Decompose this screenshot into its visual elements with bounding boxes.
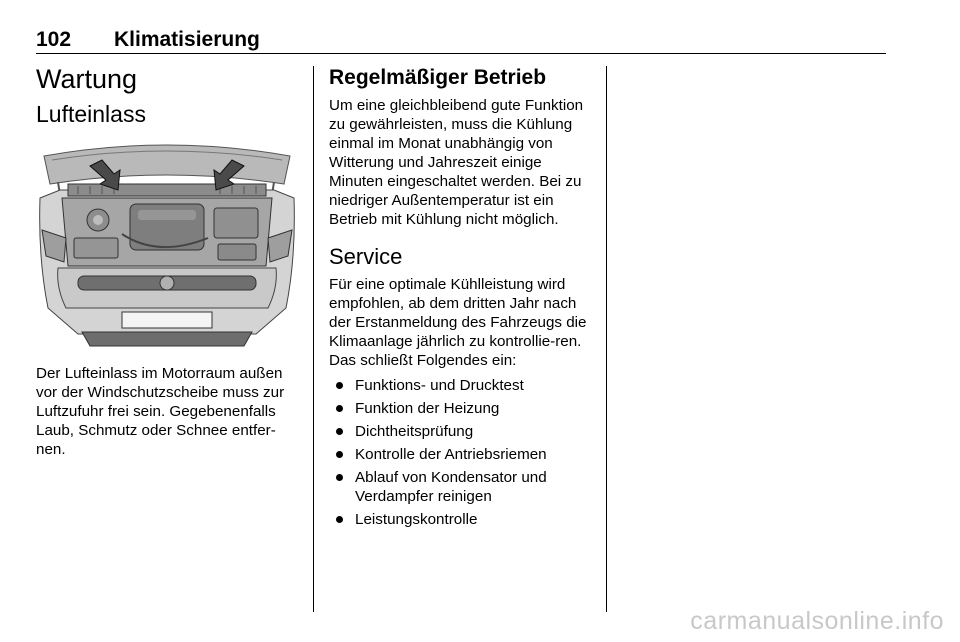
- bullet-icon: [336, 516, 343, 523]
- list-item: Funktion der Heizung: [329, 399, 594, 418]
- left-column: [36, 64, 301, 127]
- service-title: Service: [329, 244, 403, 269]
- column-divider-left: [313, 66, 314, 612]
- middle-column: [329, 66, 594, 533]
- column-divider-right: [606, 66, 607, 612]
- engine-bay-illustration: [38, 138, 296, 350]
- list-item: Dichtheitsprüfung: [329, 422, 594, 441]
- regular-operation-text: Um eine gleichbleibend gute Funktion zu gewährleisten, muss die Kühlung einmal im Monat unabhängig von Witterung und Jahreszeit einige Minuten eingeschaltet werden. Bei zu niedriger Außentemperatur ist ein Betrieb mit Kühlung nicht möglich.: [329, 97, 584, 228]
- section-title: Wartung: [36, 64, 138, 94]
- bullet-icon: [336, 451, 343, 458]
- list-item: Leistungskontrolle: [329, 510, 594, 529]
- left-body: [36, 364, 301, 459]
- list-item: Ablauf von Kondensator und Verdampfer reinigen: [329, 468, 594, 506]
- air-intake-text: Der Lufteinlass im Motorraum außen vor der Windschutzscheibe muss zur Luftzufuhr frei sein. Gegebenenfalls Laub, Schmutz oder Schnee entfer-nen.: [36, 365, 285, 458]
- chapter-title: Klimatisierung: [114, 28, 260, 51]
- service-text: Für eine optimale Kühlleistung wird empfohlen, ab dem dritten Jahr nach der Erstanmeldung des Fahrzeugs die Klimaanlage jährlich zu kontrollie-ren. Das schließt Folgendes ein:: [329, 276, 587, 369]
- page-number: 102: [36, 28, 72, 51]
- bullet-icon: [336, 474, 343, 481]
- service-checklist: [329, 376, 594, 529]
- list-item: Funktions- und Drucktest: [329, 376, 594, 395]
- regular-operation-title: Regelmäßiger Betrieb: [329, 66, 547, 89]
- watermark: carmanualsonline.info: [690, 607, 944, 635]
- bullet-icon: [336, 382, 343, 389]
- bullet-icon: [336, 428, 343, 435]
- list-item: Kontrolle der Antriebsriemen: [329, 445, 594, 464]
- header-rule: [36, 53, 886, 54]
- subsection-title: Lufteinlass: [36, 101, 146, 127]
- bullet-icon: [336, 405, 343, 412]
